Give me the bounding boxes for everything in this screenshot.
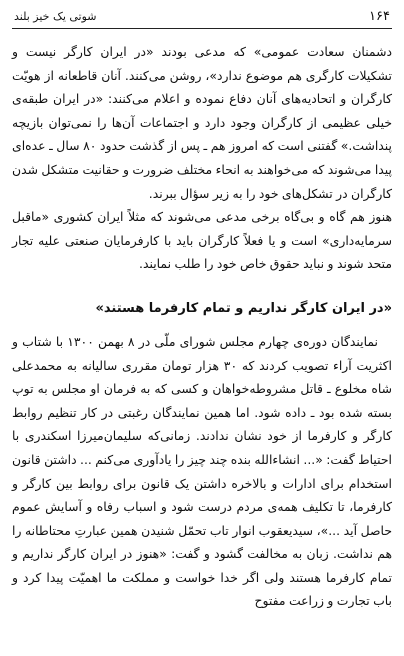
paragraph-3: نمایندگان دوره‌ی چهارم مجلس شورای ملّی در ۸ بهمن ۱۳۰۰ با شتاب و اکثریت آراء تصویب کردند که ۳۰ هزار تومان مقرری سالیانه به محمدعلی شاه مخلوع ـ قاتل مشروطه‌خواهان و کسی که به فرمان او مجلس به توپ بسته شده بود ـ داده شود. اما همین نمایندگان رغبتی در کار تنظیم روابط کارگر و کارفرما از خود نشان ندادند. زمانی‌که سلیمان‌میرزا اسکندری با احتیاط گفت: «... انشاءالله بنده چند چیز را یادآوری می‌کنم ... داشتن قانون استخدام برای ادارات و بالاخره داشتن یک قانون برای روابط بین کارگر و کارفرما، تا تکلیف همه‌ی مردم درست شود و اسباب رفاه و آسایش عموم حاصل آید ...»، سیدیعقوب انوار تاب تحمّل شنیدن همین عبارتِ محتاطانه را هم نداشت. زبان به مخالفت گشود و گفت: «هنوز در ایران کارگر نداریم و تمام کارفرما هستند ولی اگر خدا خواست و مملکت ما اهمیّت پیدا کرد و باب تجارت و زراعت مفتوح xyxy=(12,333,392,609)
running-title: شوتی یک خیز بلند xyxy=(14,10,97,23)
section-heading: «در ایران کارگر نداریم و تمام کارفرما هستند» xyxy=(95,300,392,316)
running-header xyxy=(12,6,392,29)
page-number: ۱۶۴ xyxy=(369,9,390,24)
paragraph-1: دشمنان سعادت عمومی» که مدعی بودند «در ایران کارگر نیست و تشکیلات کارگری هم موضوع ندارد»، روشن می‌کنند. آنان قاطعانه از هویّت کارگران و اتحادیه‌های آنان دفاع نموده و اعلام می‌کنند: «در ایران طبقه‌ی خیلی عظیمی از کارگران وجود دارد و اجتماعات آن‌ها را نمی‌توان بازیچه پنداشت.» گفتنی است که امروز هم ـ پس از گذشت حدود ۸۰ سال ـ عده‌ای پیدا می‌شوند که می‌خواهند به انحاء مختلف ضرورت و حقانیت متشکل شدن کارگران در تشکل‌های خود را به زیر سؤال ببرند. xyxy=(11,44,392,201)
book-page xyxy=(12,6,392,650)
paragraph-2: هنوز هم گاه و بی‌گاه برخی مدعی می‌شوند که مثلاً ایران کشوری «ماقبل سرمایه‌داری» است و یا فعلاً کارگران باید با کارفرمایان صنعتی علیه تجار متحد شوند و نباید حقوق خاص خود را طلب نمایند. xyxy=(12,209,392,272)
